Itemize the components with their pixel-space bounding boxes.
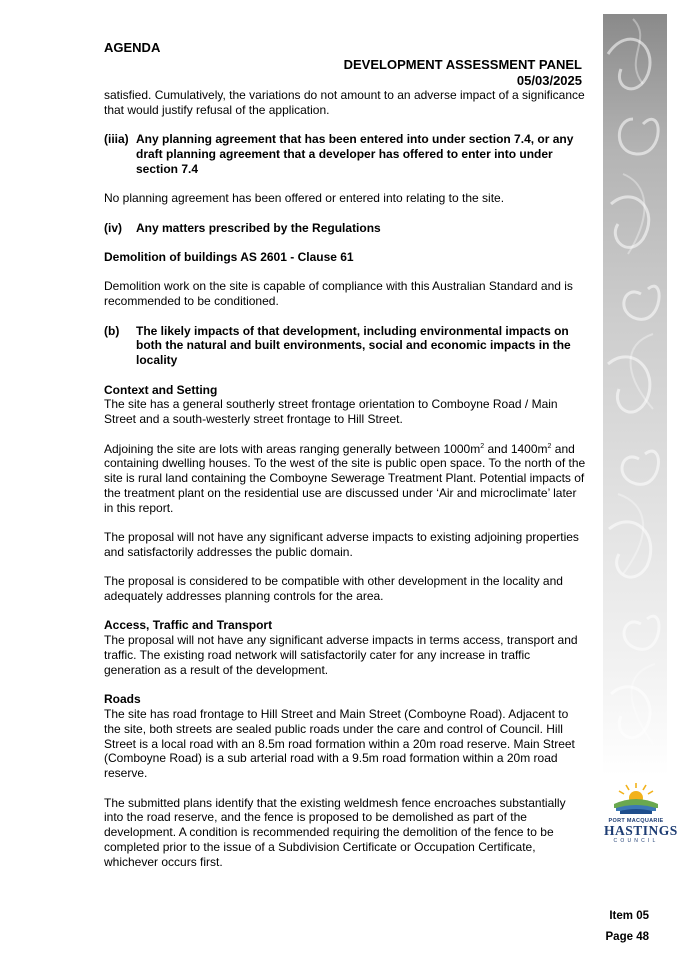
council-logo-text xyxy=(604,818,678,844)
decorative-side-band xyxy=(603,14,667,776)
paragraph-proposal-2: The proposal is considered to be compatible with other development in the locality and adequately addresses planning controls for the area. xyxy=(104,574,563,604)
heading-b xyxy=(104,324,588,368)
logo-line-2: HASTINGS xyxy=(604,823,678,838)
footer-item-number: Item 05 xyxy=(609,910,649,922)
heading-roads: Roads xyxy=(104,692,141,707)
heading-iiia-text: Any planning agreement that has been entered into under section 7.4, or any draft planning agreement that a developer has offered to enter into under section 7.4 xyxy=(136,132,574,176)
heading-iv-text: Any matters prescribed by the Regulations xyxy=(136,220,381,235)
superscript-1: 2 xyxy=(480,442,485,450)
paragraph-access: The proposal will not have any significant adverse impacts in terms access, transport and traffic. The existing road network will satisfactorily cater for any increase in traffic generation as a result of the development. xyxy=(104,633,578,677)
paragraph-roads: The site has road frontage to Hill Street and Main Street (Comboyne Road). Adjacent to the site, both streets are sealed public roads under the care and control of Council. Hill Street is a local road with an 8.5m road formation within a 20m road reserve. Main Street (Comboyne Road) is a sub arterial road with a 9.5m road formation within a 20m road reserve. xyxy=(104,707,575,781)
header-agenda: AGENDA xyxy=(104,40,161,55)
document-body xyxy=(104,88,588,884)
heading-iv-number: (iv) xyxy=(104,220,122,235)
heading-access: Access, Traffic and Transport xyxy=(104,618,273,633)
logo-line-3: COUNCIL xyxy=(613,838,659,844)
sun-landscape-icon xyxy=(604,782,668,818)
paragraph-proposal-1: The proposal will not have any significant adverse impacts to existing adjoining properties and satisfactorily addresses the public domain. xyxy=(104,530,579,559)
footer-page-number: Page 48 xyxy=(605,931,649,943)
header-panel-title: DEVELOPMENT ASSESSMENT PANEL xyxy=(343,57,582,72)
heading-b-number: (b) xyxy=(104,323,120,338)
heading-demolition: Demolition of buildings AS 2601 - Clause 61 xyxy=(104,249,354,264)
paragraph-demolition: Demolition work on the site is capable of compliance with this Australian Standard and is recommended to be conditioned. xyxy=(104,279,573,309)
paragraph-adjoining xyxy=(104,442,588,516)
logo-line-1: PORT MACQUARIE xyxy=(608,818,664,824)
adjoining-part-3: and containing dwelling houses. To the west of the site is public open space. To the north of the site is rural land containing the Comboyne Sewerage Treatment Plant. Potential impacts of the treatment plant on the residential use are discussed under ‘Air and microclimate’ later in this report. xyxy=(104,441,586,515)
heading-context: Context and Setting xyxy=(104,382,218,397)
paragraph-no-agreement: No planning agreement has been offered or entered into relating to the site. xyxy=(104,191,505,206)
heading-iiia-number: (iiia) xyxy=(104,132,129,147)
swirl-pattern-icon xyxy=(603,14,667,776)
adjoining-part-2: and 1400m xyxy=(484,441,548,456)
superscript-2: 2 xyxy=(547,442,552,450)
paragraph-context: The site has a general southerly street frontage orientation to Comboyne Road / Main Street and a south-westerly street frontage to Hill Street. xyxy=(104,397,558,427)
paragraph-fence: The submitted plans identify that the existing weldmesh fence encroaches substantially into the road reserve, and the fence is proposed to be demolished as part of the development. A condition is recommended requiring the demolition of the fence to be completed prior to the issue of a Subdivision Certificate or Occupation Certificate, whichever occurs first. xyxy=(104,795,566,869)
heading-iv xyxy=(104,221,588,236)
paragraph-satisfied: satisfied. Cumulatively, the variations do not amount to an adverse impact of a significance that would justify refusal of the application. xyxy=(104,88,585,117)
heading-iiia xyxy=(104,132,588,176)
header-date: 05/03/2025 xyxy=(516,73,582,88)
adjoining-part-1: Adjoining the site are lots with areas ranging generally between 1000m xyxy=(104,441,481,456)
heading-b-text: The likely impacts of that development, including environmental impacts on both the natural and built environments, social and economic impacts in the locality xyxy=(136,323,571,368)
